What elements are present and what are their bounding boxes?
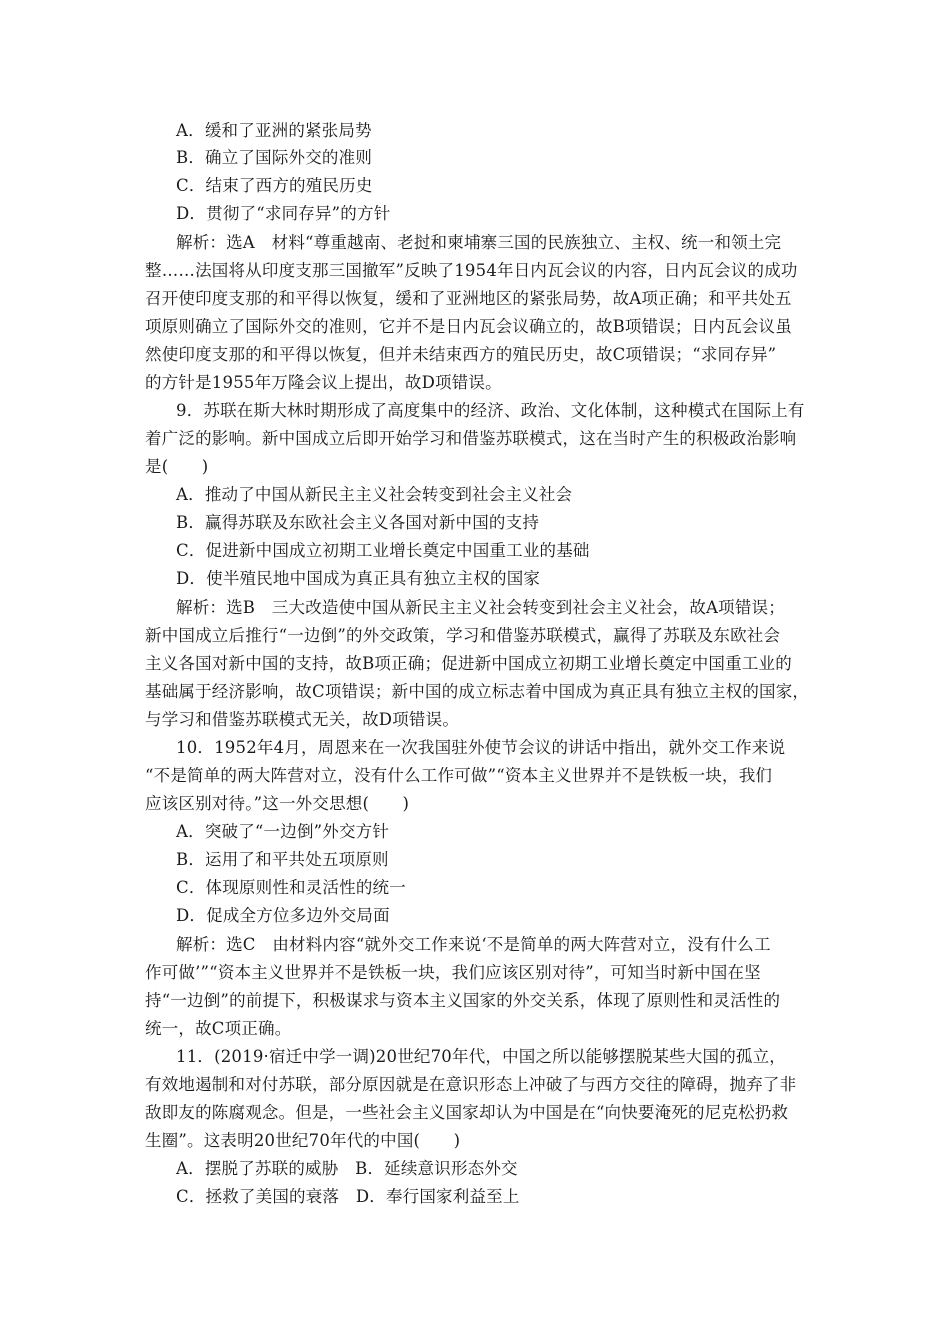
answer-option: A．突破了“一边倒”外交方针 <box>176 822 390 841</box>
paragraph-continuation: 着广泛的影响。新中国成立后即开始学习和借鉴苏联模式，这在当时产生的积极政治影响 <box>145 429 797 448</box>
answer-option: C．拯救了美国的衰落 D．奉行国家利益至上 <box>176 1187 520 1206</box>
paragraph-continuation: 然使印度支那的和平得以恢复，但并未结束西方的殖民历史，故C项错误；“求同存异” <box>145 345 777 364</box>
paragraph-continuation: 应该区别对待。”这一外交思想( ) <box>145 794 410 813</box>
paragraph-continuation: 基础属于经济影响，故C项错误；新中国的成立标志着中国成为真正具有独立主权的国家， <box>145 682 810 701</box>
answer-option: C．结束了西方的殖民历史 <box>176 176 373 195</box>
paragraph-continuation: 有效地遏制和对付苏联，部分原因就是在意识形态上冲破了与西方交往的障碍，抛弃了非 <box>145 1075 797 1094</box>
paragraph-continuation: 是( ) <box>145 457 209 476</box>
answer-option: A．推动了中国从新民主主义社会转变到社会主义社会 <box>176 485 573 504</box>
answer-option: D．贯彻了“求同存异”的方针 <box>176 204 391 223</box>
paragraph-continuation: 生圈”。这表明20世纪70年代的中国( ) <box>145 1131 461 1150</box>
paragraph-continuation: 敌即友的陈腐观念。但是，一些社会主义国家却认为中国是在“向快要淹死的尼克松扔救 <box>145 1103 789 1122</box>
answer-option: C．促进新中国成立初期工业增长奠定中国重工业的基础 <box>176 541 590 560</box>
answer-option: C．体现原则性和灵活性的统一 <box>176 878 406 897</box>
answer-option: B．赢得苏联及东欧社会主义各国对新中国的支持 <box>176 513 540 532</box>
answer-option: A．摆脱了苏联的威胁 B．延续意识形态外交 <box>176 1159 518 1178</box>
paragraph-continuation: 整……法国将从印度支那三国撤军”反映了1954年日内瓦会议的内容，日内瓦会议的成功 <box>145 261 798 280</box>
paragraph-line: 11．(2019·宿迁中学一调)20世纪70年代，中国之所以能够摆脱某些大国的孤立， <box>176 1047 786 1066</box>
paragraph-continuation: 项原则确立了国际外交的准则，它并不是日内瓦会议确立的，故B项错误；日内瓦会议虽 <box>145 317 792 336</box>
paragraph-line: 解析：选C 由材料内容“就外交工作来说‘不是简单的两大阵营对立，没有什么工 <box>176 935 771 954</box>
paragraph-continuation: 主义各国对新中国的支持，故B项正确；促进新中国成立初期工业增长奠定中国重工业的 <box>145 654 792 673</box>
answer-option: B．运用了和平共处五项原则 <box>176 850 389 869</box>
paragraph-continuation: “不是简单的两大阵营对立，没有什么工作可做”“资本主义世界并不是铁板一块，我们 <box>145 766 773 785</box>
paragraph-line: 解析：选A 材料“尊重越南、老挝和柬埔寨三国的民族独立、主权、统一和领土完 <box>176 233 782 252</box>
answer-option: D．促成全方位多边外交局面 <box>176 906 390 925</box>
paragraph-line: 10．1952年4月，周恩来在一次我国驻外使节会议的讲话中指出，就外交工作来说 <box>176 738 786 757</box>
paragraph-continuation: 统一，故C项正确。 <box>145 1019 292 1038</box>
answer-option: B．确立了国际外交的准则 <box>176 148 373 167</box>
paragraph-line: 解析：选B 三大改造使中国从新民主主义社会转变到社会主义社会，故A项错误； <box>176 598 785 617</box>
paragraph-continuation: 的方针是1955年万隆会议上提出，故D项错误。 <box>145 373 502 392</box>
paragraph-continuation: 持“一边倒”的前提下，积极谋求与资本主义国家的外交关系，体现了原则性和灵活性的 <box>145 991 781 1010</box>
answer-option: D．使半殖民地中国成为真正具有独立主权的国家 <box>176 569 541 588</box>
paragraph-continuation: 与学习和借鉴苏联模式无关，故D项错误。 <box>145 710 460 729</box>
paragraph-line: 9．苏联在斯大林时期形成了高度集中的经济、政治、文化体制，这种模式在国际上有 <box>176 401 805 420</box>
paragraph-continuation: 新中国成立后推行“一边倒”的外交政策，学习和借鉴苏联模式，赢得了苏联及东欧社会 <box>145 626 781 645</box>
paragraph-continuation: 作可做’”“资本主义世界并不是铁板一块，我们应该区别对待”，可知当时新中国在坚 <box>145 963 761 982</box>
paragraph-continuation: 召开使印度支那的和平得以恢复，缓和了亚洲地区的紧张局势，故A项正确；和平共处五 <box>145 289 792 308</box>
answer-option: A．缓和了亚洲的紧张局势 <box>176 121 372 140</box>
